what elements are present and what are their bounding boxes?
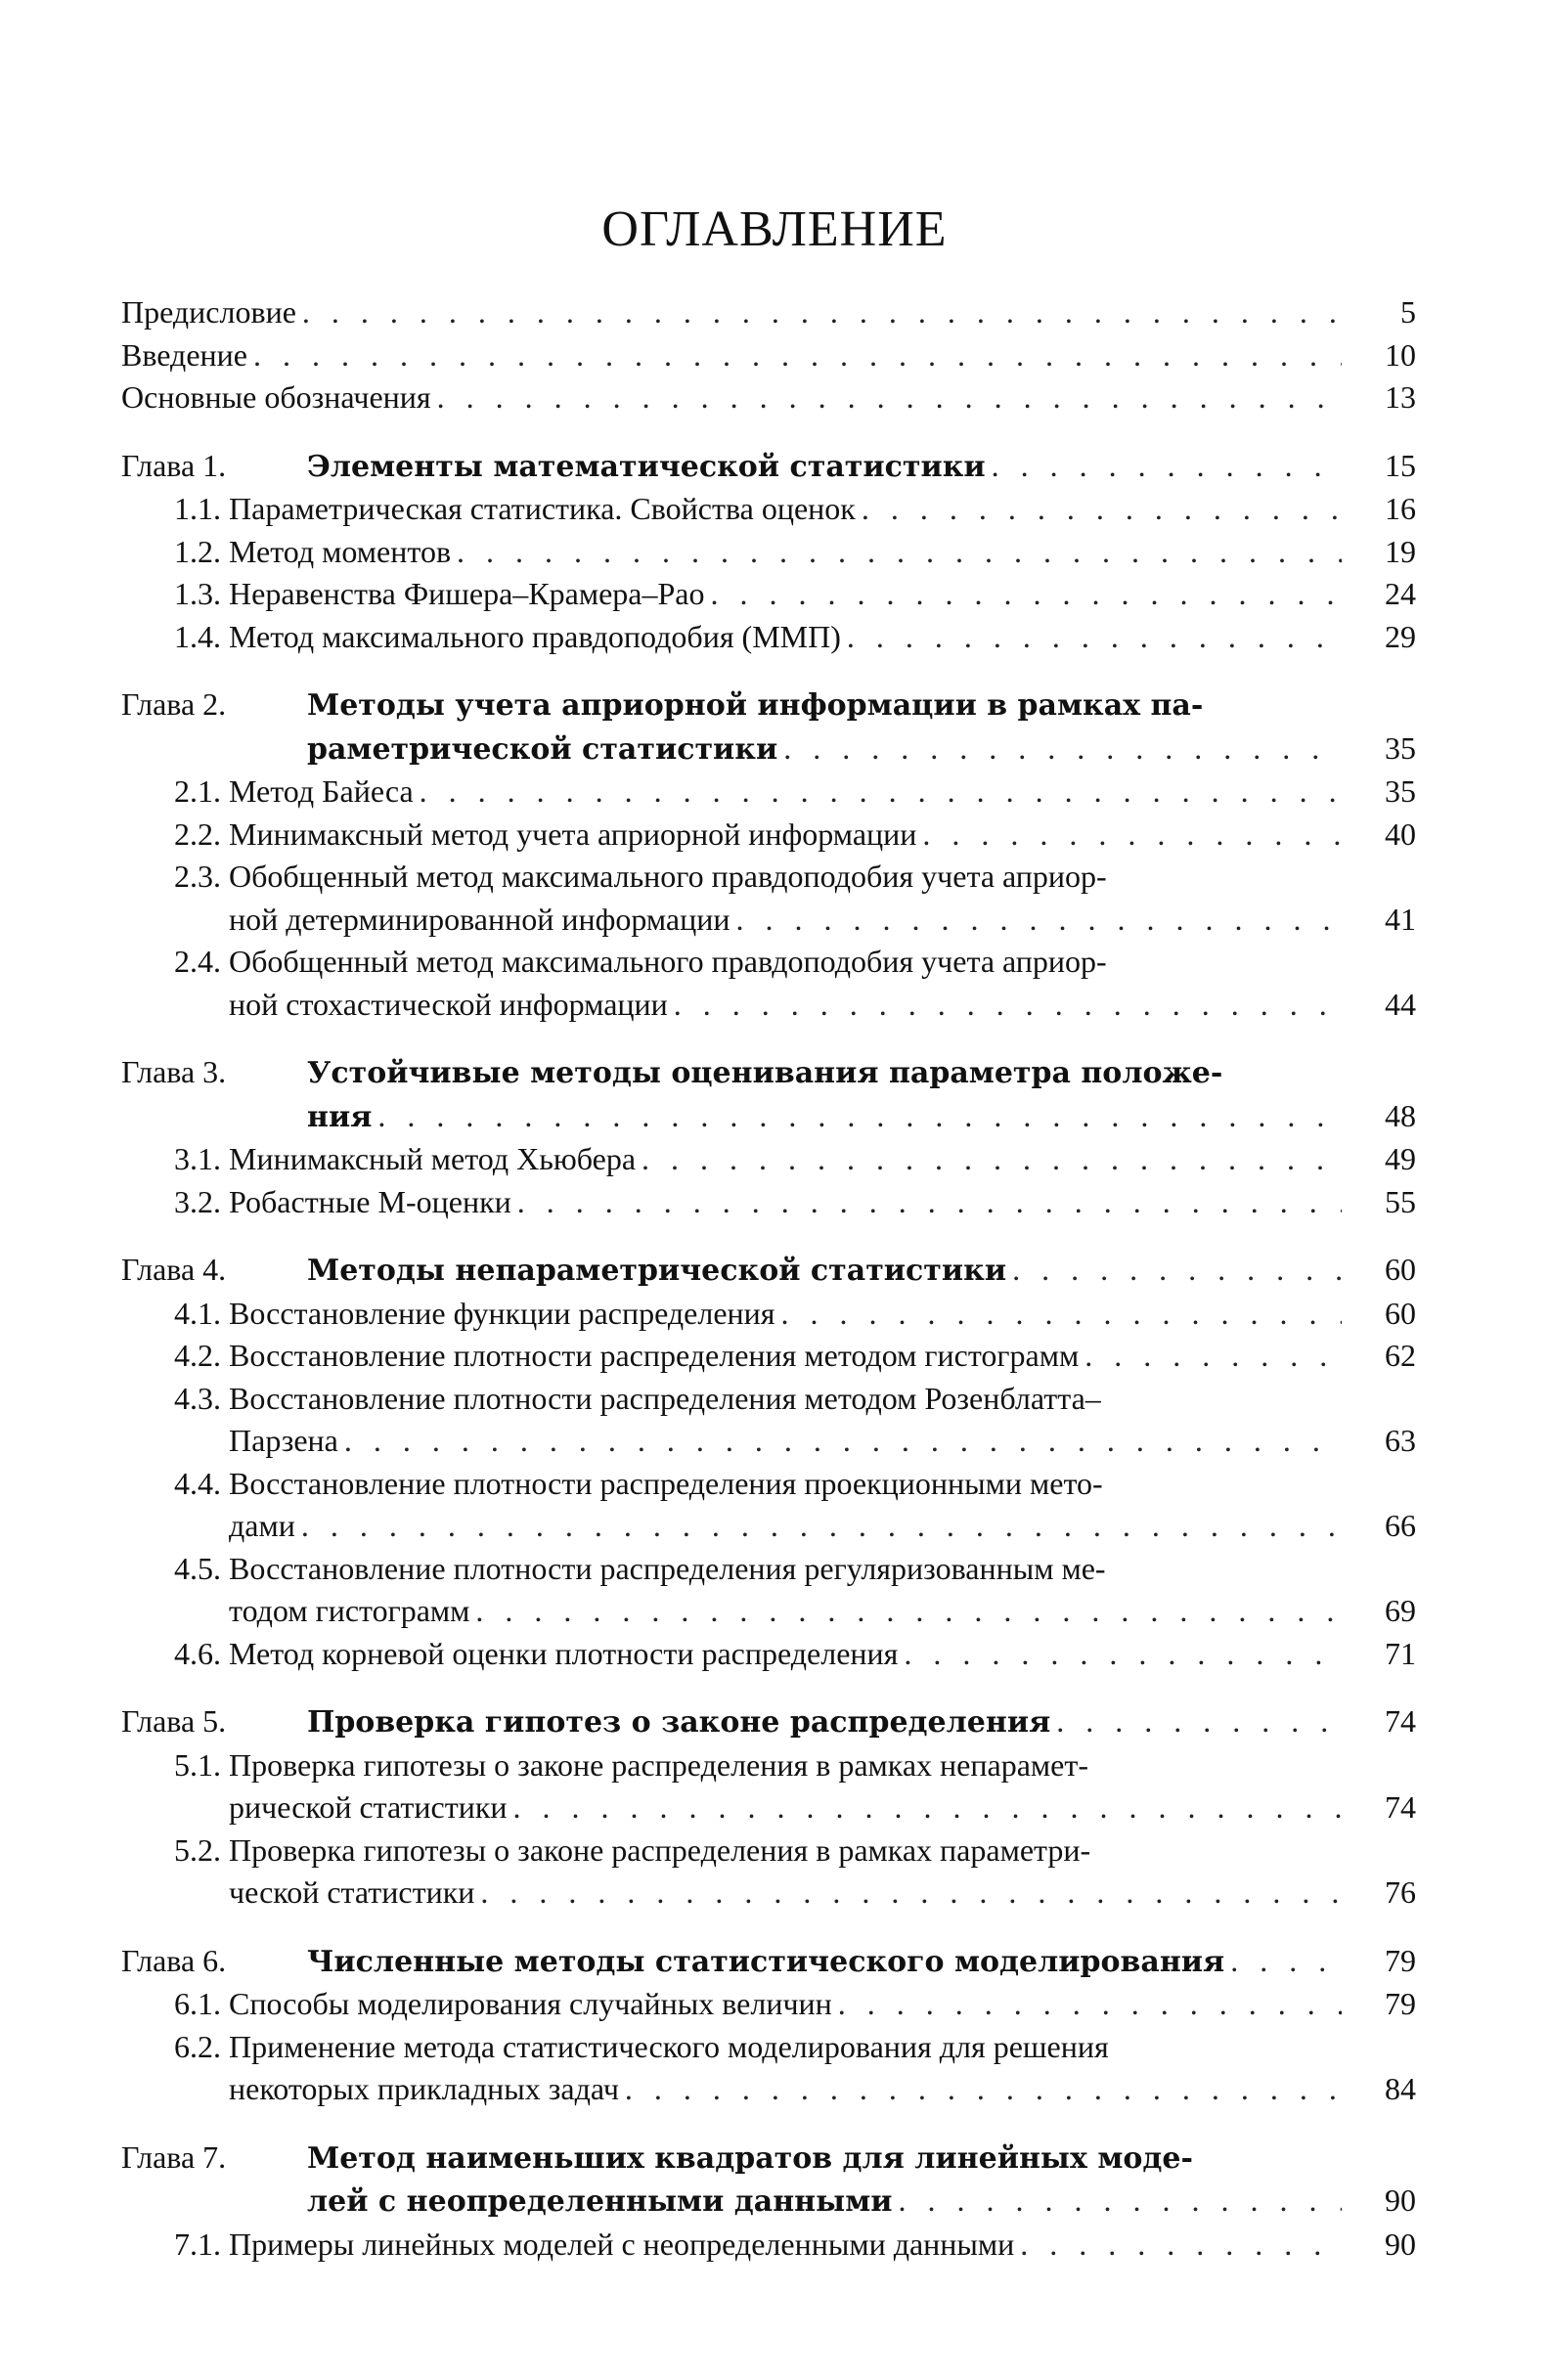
entry-title-block bbox=[229, 488, 1416, 531]
page-number: 40 bbox=[1385, 815, 1416, 852]
page-number: 44 bbox=[1385, 986, 1416, 1022]
leader-dots bbox=[377, 1095, 1342, 1138]
entry-title-block bbox=[229, 2224, 1416, 2267]
toc-chapter-entry[interactable] bbox=[121, 1249, 1416, 1293]
entry-title-block bbox=[229, 531, 1416, 574]
entry-title-block bbox=[229, 1983, 1416, 2026]
leader-dots bbox=[1230, 1940, 1342, 1983]
entry-title-block bbox=[229, 1744, 1416, 1829]
section-number: 4.2. bbox=[174, 1338, 221, 1373]
entry-title-block bbox=[229, 573, 1416, 616]
leader-dots bbox=[674, 984, 1342, 1027]
entry-title-lastline bbox=[229, 488, 1416, 531]
entry-title-lastline bbox=[229, 616, 1416, 659]
entry-title-lastline bbox=[229, 771, 1416, 814]
leader-dots bbox=[899, 2180, 1342, 2223]
leader-dots bbox=[344, 1420, 1342, 1463]
entry-title-lastline bbox=[229, 1293, 1416, 1336]
page-number: 62 bbox=[1385, 1338, 1416, 1373]
leader-dots bbox=[253, 334, 1342, 377]
toc-chapter-entry[interactable] bbox=[121, 1940, 1416, 1984]
entry-title-block bbox=[229, 1181, 1416, 1224]
toc-section-entry[interactable] bbox=[121, 1378, 1416, 1463]
entry-title: Примеры линейных моделей с неопределенными данными bbox=[229, 2226, 1015, 2262]
entry-title-line: Методы учета априорной информации в рамках па- bbox=[307, 688, 1204, 723]
entry-title-lastline bbox=[229, 899, 1416, 942]
entry-title-block bbox=[229, 1335, 1416, 1378]
entry-title: дами bbox=[229, 1508, 295, 1543]
entry-title: Основные обозначения bbox=[121, 379, 431, 415]
toc-section-entry[interactable] bbox=[121, 941, 1416, 1026]
entry-title: Робастные М-оценки bbox=[229, 1183, 511, 1219]
chapter-number: Глава 4. bbox=[121, 1252, 227, 1287]
section-number: 2.2. bbox=[174, 815, 221, 852]
entry-title-block bbox=[307, 684, 1416, 771]
entry-title-block bbox=[229, 1829, 1416, 1915]
entry-title-block bbox=[307, 1940, 1416, 1984]
section-number: 1.1. bbox=[174, 491, 221, 526]
entry-title-lastline bbox=[229, 1786, 1416, 1829]
entry-title-lastline bbox=[307, 1095, 1416, 1139]
leader-dots bbox=[735, 899, 1342, 942]
entry-title-block bbox=[229, 1548, 1416, 1633]
toc-front-entry[interactable] bbox=[121, 376, 1416, 419]
entry-title: рической статистики bbox=[229, 1789, 508, 1825]
entry-title-lastline bbox=[121, 291, 1416, 334]
leader-dots bbox=[904, 1633, 1342, 1676]
entry-title: Метод моментов bbox=[229, 533, 452, 569]
entry-title: Методы непараметрической статистики bbox=[307, 1254, 1007, 1288]
entry-title-block bbox=[229, 1378, 1416, 1463]
section-number: 4.5. bbox=[174, 1550, 221, 1586]
entry-title: Метод максимального правдоподобия (ММП) bbox=[229, 618, 841, 654]
toc-section-entry[interactable] bbox=[121, 1463, 1416, 1548]
entry-title-lastline bbox=[229, 1335, 1416, 1378]
leader-dots bbox=[437, 376, 1342, 419]
leader-dots bbox=[1084, 1335, 1342, 1378]
chapter-number: Глава 6. bbox=[121, 1942, 227, 1978]
page-number: 24 bbox=[1385, 576, 1416, 611]
page-number: 13 bbox=[1385, 379, 1416, 415]
table-of-contents bbox=[121, 291, 1416, 2266]
toc-section-entry[interactable] bbox=[121, 814, 1416, 857]
leader-dots bbox=[1056, 1700, 1342, 1743]
entry-title: тодом гистограмм bbox=[229, 1593, 470, 1628]
leader-dots bbox=[1020, 2224, 1342, 2267]
entry-title-lastline bbox=[307, 2180, 1416, 2224]
entry-title: Метод корневой оценки плотности распределения bbox=[229, 1635, 899, 1671]
toc-section-entry[interactable] bbox=[121, 1181, 1416, 1224]
entry-title: Проверка гипотез о законе распределения bbox=[307, 1705, 1051, 1740]
leader-dots bbox=[992, 445, 1342, 488]
entry-title-line: Устойчивые методы оценивания параметра положе- bbox=[307, 1056, 1223, 1090]
section-number: 1.3. bbox=[174, 576, 221, 611]
entry-title: раметрической статистики bbox=[307, 731, 778, 767]
entry-title-lastline bbox=[229, 1872, 1416, 1915]
entry-title: лей с неопределенными данными bbox=[307, 2184, 893, 2219]
leader-dots bbox=[301, 1505, 1342, 1548]
entry-title-lastline bbox=[229, 1420, 1416, 1463]
toc-chapter-entry[interactable] bbox=[121, 2137, 1416, 2224]
leader-dots bbox=[780, 1293, 1342, 1336]
entry-title: Минимаксный метод учета априорной информации bbox=[229, 815, 917, 852]
page-number: 74 bbox=[1385, 1789, 1416, 1825]
leader-dots bbox=[457, 531, 1342, 574]
entry-title: Предисловие bbox=[121, 294, 296, 330]
page-number: 48 bbox=[1385, 1097, 1416, 1133]
page-number: 60 bbox=[1385, 1252, 1416, 1287]
entry-title: некоторых прикладных задач bbox=[229, 2071, 619, 2106]
page-number: 71 bbox=[1385, 1635, 1416, 1671]
page-number: 74 bbox=[1385, 1703, 1416, 1739]
toc-section-entry[interactable] bbox=[121, 1335, 1416, 1378]
page-title: ОГЛАВЛЕНИЕ bbox=[601, 201, 948, 257]
entry-title-lastline bbox=[121, 376, 1416, 419]
entry-title-block bbox=[229, 856, 1416, 941]
section-number: 4.3. bbox=[174, 1380, 221, 1416]
leader-dots bbox=[513, 1786, 1342, 1829]
toc-section-entry[interactable] bbox=[121, 1548, 1416, 1633]
toc-section-entry[interactable] bbox=[121, 531, 1416, 574]
toc-section-entry[interactable] bbox=[121, 1829, 1416, 1915]
toc-chapter-entry[interactable] bbox=[121, 1700, 1416, 1744]
entry-title-block bbox=[229, 1138, 1416, 1181]
section-number: 3.1. bbox=[174, 1141, 221, 1176]
entry-title-line: Обобщенный метод максимального правдоподобия учета априор- bbox=[229, 859, 1107, 894]
entry-title-lastline bbox=[307, 1700, 1416, 1744]
leader-dots bbox=[642, 1138, 1342, 1181]
page-number: 79 bbox=[1385, 1942, 1416, 1978]
toc-section-entry[interactable] bbox=[121, 616, 1416, 659]
entry-title: Введение bbox=[121, 336, 247, 373]
section-number: 4.1. bbox=[174, 1295, 221, 1331]
section-number: 6.1. bbox=[174, 1986, 221, 2021]
section-number: 1.2. bbox=[174, 533, 221, 569]
entry-title-block bbox=[229, 2026, 1416, 2111]
leader-dots bbox=[783, 727, 1342, 771]
entry-title-lastline bbox=[229, 1505, 1416, 1548]
entry-title: Восстановление функции распределения bbox=[229, 1295, 775, 1331]
leader-dots bbox=[862, 488, 1342, 531]
section-number: 4.6. bbox=[174, 1635, 221, 1671]
entry-title: ческой статистики bbox=[229, 1874, 475, 1910]
entry-title-lastline bbox=[229, 1590, 1416, 1633]
entry-title-lastline bbox=[307, 1249, 1416, 1293]
page-number: 29 bbox=[1385, 618, 1416, 654]
leader-dots bbox=[625, 2068, 1342, 2111]
page-number: 10 bbox=[1385, 336, 1416, 373]
toc-section-entry[interactable] bbox=[121, 771, 1416, 814]
entry-title-block bbox=[307, 445, 1416, 489]
page-number: 41 bbox=[1385, 901, 1416, 937]
section-number: 2.1. bbox=[174, 773, 221, 809]
entry-title-lastline bbox=[229, 984, 1416, 1027]
chapter-number: Глава 1. bbox=[121, 447, 227, 483]
leader-dots bbox=[302, 291, 1342, 334]
page-number: 49 bbox=[1385, 1141, 1416, 1176]
entry-title-block bbox=[229, 1463, 1416, 1548]
entry-title-lastline bbox=[229, 1138, 1416, 1181]
page-number: 19 bbox=[1385, 533, 1416, 569]
page-number: 66 bbox=[1385, 1508, 1416, 1543]
toc-section-entry[interactable] bbox=[121, 2026, 1416, 2111]
entry-title: Численные методы статистического моделирования bbox=[307, 1944, 1225, 1979]
entry-title-line: Восстановление плотности распределения проекционными мето- bbox=[229, 1465, 1103, 1501]
page-number: 5 bbox=[1400, 294, 1416, 330]
toc-section-entry[interactable] bbox=[121, 573, 1416, 616]
page-number: 15 bbox=[1385, 447, 1416, 483]
leader-dots bbox=[838, 1983, 1342, 2026]
page-number: 35 bbox=[1385, 729, 1416, 766]
leader-dots bbox=[922, 814, 1342, 857]
leader-dots bbox=[475, 1590, 1342, 1633]
entry-title-block bbox=[121, 376, 1416, 419]
entry-title-block bbox=[307, 1249, 1416, 1293]
entry-title-block bbox=[229, 771, 1416, 814]
entry-title-line: Применение метода статистического моделирования для решения bbox=[229, 2028, 1109, 2064]
page-number: 84 bbox=[1385, 2071, 1416, 2106]
entry-title-lastline bbox=[229, 1181, 1416, 1224]
entry-title-block bbox=[307, 2138, 1416, 2224]
page-number: 55 bbox=[1385, 1183, 1416, 1219]
toc-chapter-entry[interactable] bbox=[121, 683, 1416, 771]
entry-title: ной стохастической информации bbox=[229, 986, 668, 1022]
toc-section-entry[interactable] bbox=[121, 1293, 1416, 1336]
entry-title: ния bbox=[307, 1099, 373, 1134]
entry-title: Метод Байеса bbox=[229, 773, 414, 809]
entry-title-block bbox=[121, 334, 1416, 377]
entry-title-lastline bbox=[307, 1940, 1416, 1984]
entry-title-lastline bbox=[229, 1633, 1416, 1676]
entry-title: Способы моделирования случайных величин bbox=[229, 1986, 832, 2021]
entry-title: ной детерминированной информации bbox=[229, 901, 730, 937]
section-number: 6.2. bbox=[174, 2028, 221, 2064]
entry-title: Неравенства Фишера–Крамера–Рао bbox=[229, 576, 705, 611]
chapter-number: Глава 5. bbox=[121, 1703, 227, 1739]
leader-dots bbox=[480, 1872, 1342, 1915]
entry-title-lastline bbox=[229, 814, 1416, 857]
toc-front-entry[interactable] bbox=[121, 334, 1416, 377]
entry-title-line: Восстановление плотности распределения регуляризованным ме- bbox=[229, 1550, 1106, 1586]
chapter-number: Глава 2. bbox=[121, 686, 227, 722]
entry-title: Восстановление плотности распределения методом гистограмм bbox=[229, 1338, 1080, 1373]
page-number: 76 bbox=[1385, 1874, 1416, 1910]
entry-title: Элементы математической статистики bbox=[307, 449, 986, 484]
leader-dots bbox=[1012, 1249, 1342, 1292]
page-number: 60 bbox=[1385, 1295, 1416, 1331]
entry-title-line: Метод наименьших квадратов для линейных моде- bbox=[307, 2140, 1193, 2176]
entry-title-block bbox=[229, 941, 1416, 1026]
toc-section-entry[interactable] bbox=[121, 488, 1416, 531]
entry-title-lastline bbox=[229, 2224, 1416, 2267]
section-number: 2.4. bbox=[174, 944, 221, 979]
entry-title-block bbox=[121, 291, 1416, 334]
section-number: 1.4. bbox=[174, 618, 221, 654]
leader-dots bbox=[517, 1181, 1342, 1224]
page-number: 79 bbox=[1385, 1986, 1416, 2021]
leader-dots bbox=[711, 573, 1343, 616]
entry-title-lastline bbox=[229, 531, 1416, 574]
toc-chapter-entry[interactable] bbox=[121, 445, 1416, 489]
toc-section-entry[interactable] bbox=[121, 1633, 1416, 1676]
entry-title-line: Проверка гипотезы о законе распределения в рамках непарамет- bbox=[229, 1746, 1088, 1783]
entry-title-block bbox=[229, 1633, 1416, 1676]
page-number: 69 bbox=[1385, 1593, 1416, 1628]
entry-title-lastline bbox=[307, 727, 1416, 771]
section-number: 7.1. bbox=[174, 2226, 221, 2262]
leader-dots bbox=[420, 771, 1342, 814]
toc-section-entry[interactable] bbox=[121, 856, 1416, 941]
page-number: 90 bbox=[1385, 2182, 1416, 2218]
entry-title-block bbox=[229, 814, 1416, 857]
chapter-number: Глава 7. bbox=[121, 2138, 227, 2175]
toc-section-entry[interactable] bbox=[121, 1983, 1416, 2026]
page-number: 16 bbox=[1385, 491, 1416, 526]
entry-title-block bbox=[229, 616, 1416, 659]
leader-dots bbox=[847, 616, 1342, 659]
entry-title-block bbox=[229, 1293, 1416, 1336]
toc-chapter-entry[interactable] bbox=[121, 1051, 1416, 1138]
entry-title-line: Восстановление плотности распределения методом Розенблатта– bbox=[229, 1380, 1101, 1416]
section-number: 4.4. bbox=[174, 1465, 221, 1501]
entry-title-block bbox=[307, 1052, 1416, 1138]
section-number: 5.1. bbox=[174, 1746, 221, 1783]
page-number: 90 bbox=[1385, 2226, 1416, 2262]
entry-title-line: Обобщенный метод максимального правдоподобия учета априор- bbox=[229, 944, 1107, 979]
section-number: 3.2. bbox=[174, 1183, 221, 1219]
entry-title-lastline bbox=[229, 1983, 1416, 2026]
entry-title-lastline bbox=[121, 334, 1416, 377]
section-number: 5.2. bbox=[174, 1831, 221, 1868]
entry-title-lastline bbox=[307, 445, 1416, 489]
toc-section-entry[interactable] bbox=[121, 2224, 1416, 2267]
entry-title-lastline bbox=[229, 573, 1416, 616]
entry-title: Парзена bbox=[229, 1423, 338, 1458]
toc-section-entry[interactable] bbox=[121, 1744, 1416, 1829]
toc-front-entry[interactable] bbox=[121, 291, 1416, 334]
entry-title-lastline bbox=[229, 2068, 1416, 2111]
entry-title: Минимаксный метод Хьюбера bbox=[229, 1141, 637, 1176]
section-number: 2.3. bbox=[174, 859, 221, 894]
entry-title-line: Проверка гипотезы о законе распределения в рамках параметри- bbox=[229, 1831, 1091, 1868]
entry-title: Параметрическая статистика. Свойства оценок bbox=[229, 491, 856, 526]
toc-section-entry[interactable] bbox=[121, 1138, 1416, 1181]
entry-title-block bbox=[307, 1700, 1416, 1744]
page-number: 35 bbox=[1385, 773, 1416, 809]
page-number: 63 bbox=[1385, 1423, 1416, 1458]
chapter-number: Глава 3. bbox=[121, 1054, 227, 1089]
